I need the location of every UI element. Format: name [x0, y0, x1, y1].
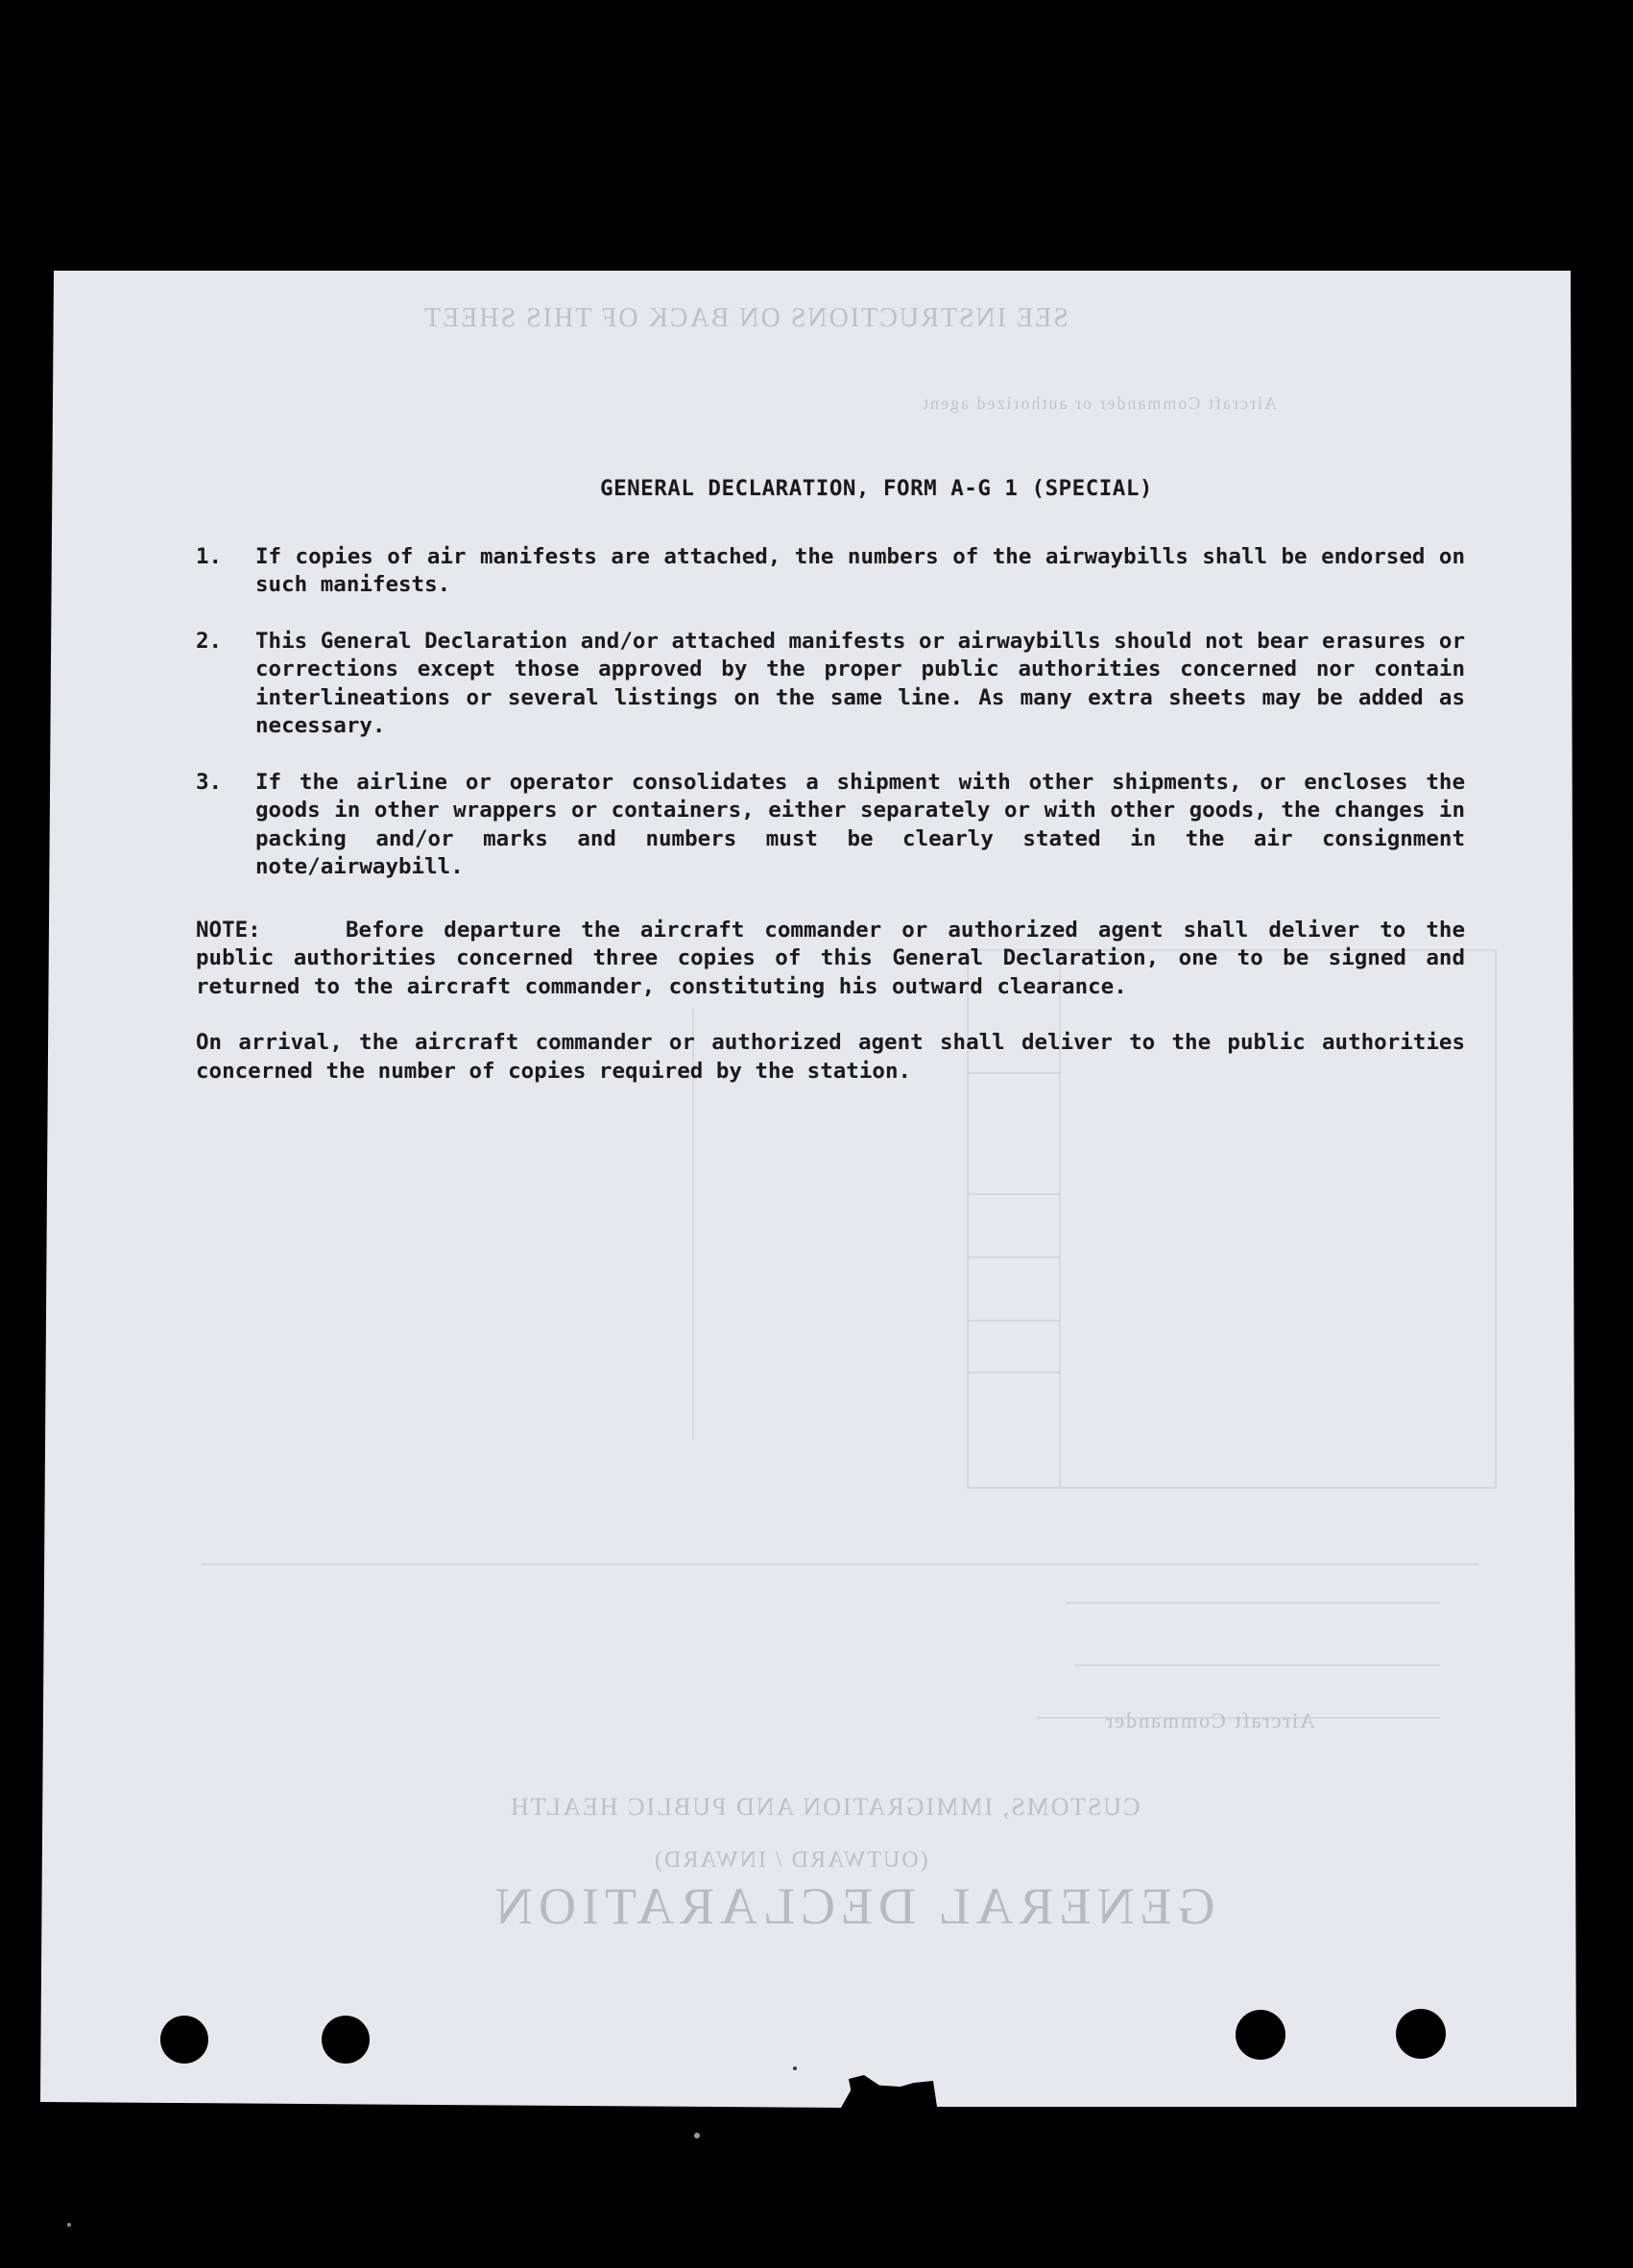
binding-hole-icon	[322, 2016, 370, 2064]
note-text: Before departure the aircraft commander or authorized agent shall deliver to the public authorities concerned three copies of this General Declaration, one to be signed and returned to the aircraft commander, constituting his outward clearance.	[196, 917, 1465, 999]
list-item	[196, 628, 1465, 741]
list-item-text: This General Declaration and/or attached manifests or airwaybills should not bear erasures or corrections except those approved by the proper public authorities concerned nor contain interlineations or several listings on the same line. As many extra sheets may be added as necessary.	[255, 628, 1465, 738]
dust-speck-icon	[694, 2133, 700, 2138]
list-item-text: If copies of air manifests are attached, the numbers of the airwaybills shall be endorsed on such manifests.	[255, 543, 1465, 597]
list-item-number: 3.	[196, 769, 223, 795]
list-item-number: 1.	[196, 543, 223, 569]
list-item-text: If the airline or operator consolidates a shipment with other shipments, or encloses the goods in other wrappers or containers, either separately or with other goods, the changes in packing and/or marks and numbers must be clearly stated in the air consignment note/airwaybill.	[255, 769, 1465, 879]
note-label: NOTE:	[196, 917, 261, 943]
show-through-heading: SEE INSTRUCTIONS ON BACK OF THIS SHEET	[422, 303, 1069, 333]
list-item	[196, 543, 1465, 600]
arrival-paragraph: On arrival, the aircraft commander or authorized agent shall deliver to the public authorities concerned the number of copies required by the station.	[196, 1030, 1465, 1084]
dust-speck-icon	[793, 2066, 797, 2070]
binding-hole-icon	[1396, 2009, 1446, 2059]
show-through-label: Aircraft Commander	[1104, 1708, 1315, 1732]
list-item-number: 2.	[196, 628, 223, 654]
instructions-body	[196, 475, 1465, 1086]
show-through-title: GENERAL DECLARATION	[490, 1877, 1215, 1935]
show-through-subheading: (OUTWARD / INWARD)	[653, 1848, 928, 1873]
binding-hole-icon	[1236, 2010, 1285, 2060]
note-paragraph	[196, 917, 1465, 1002]
show-through-subheading: CUSTOMS, IMMIGRATION AND PUBLIC HEALTH	[509, 1793, 1141, 1821]
binding-hole-icon	[160, 2016, 208, 2064]
dust-speck-icon	[67, 2223, 71, 2227]
show-through-caption: Aircraft Commander or authorized agent	[922, 394, 1277, 413]
instruction-list	[196, 543, 1465, 882]
page-title: GENERAL DECLARATION, FORM A-G 1 (SPECIAL)	[600, 476, 1153, 501]
list-item	[196, 769, 1465, 882]
